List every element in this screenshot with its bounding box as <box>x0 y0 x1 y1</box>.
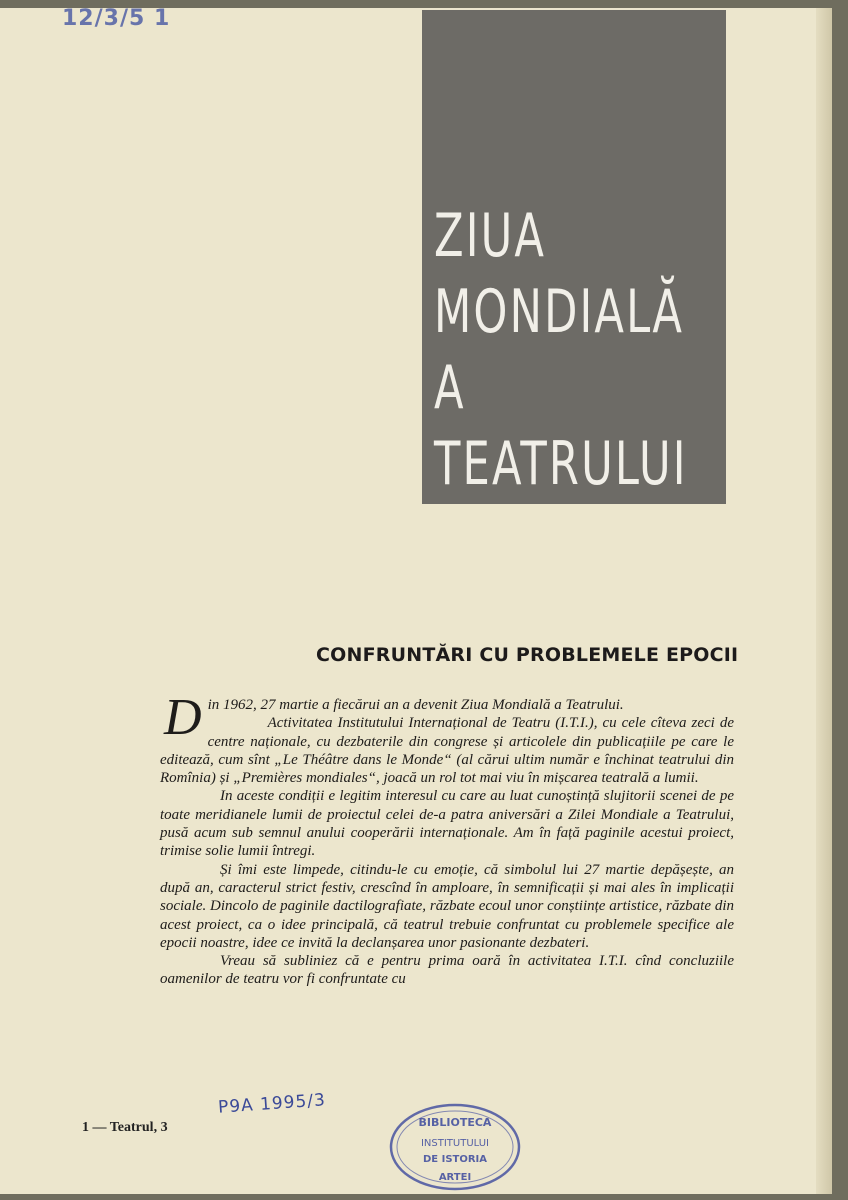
paragraph-3: In aceste condiții e legitim interesul cu care au luat cunoștință slujitorii scenei de pe toate meridianele lumii de proiectul celei de-a patra aniversări a Zilei Mondiale a Teatrului, pusă acum sub semnul anului cooperării internaționale. Am în față paginile acestui proiect, trimise solie lumii întregi. <box>160 788 734 860</box>
paragraph-1 <box>160 689 734 746</box>
paragraph-1-text: in 1962, 27 martie a fiecărui an a devenit Ziua Mondială a Teatrului. <box>207 697 624 713</box>
svg-text:DE ISTORIA: DE ISTORIA <box>422 1154 488 1165</box>
pencil-note: P9A 1995/3 <box>217 1090 327 1118</box>
title-line-3: A <box>434 353 466 423</box>
title-line-4: TEATRULUI <box>434 429 688 499</box>
drop-cap: D <box>164 689 202 746</box>
paragraph-4: Și îmi este limpede, citindu-le cu emoție, că simbolul lui 27 martie depășește, an după an, caracterul strict festiv, crescînd în amploare, în semnificații și mai ales în implicații sociale. Dincolo de paginile dactilografiate, răzbate ecoul unor conștiințe artistice, răzbate din acest proiect, ca o idee principală, că teatrul trebuie confruntat cu problemele specifice ale epocii noastre, idee ce invită la declanșarea unor pasionante dezbateri. <box>160 861 734 951</box>
page-footer: 1 — Teatrul, 3 <box>82 1120 168 1135</box>
page-edge-shadow <box>816 8 832 1194</box>
paragraph-2: Activitatea Institutului Internațional de Teatru (I.T.I.), cu cele cîteva zeci de centre naționale, cu dezbaterile din congrese și articolele din publicațiile pe care le editează, cum sînt „Le Théâtre dans le Monde“ (al cărui ultim număr e închinat teatrului din Romînia) și „Premières mondiales“, joacă un rol tot mai viu în mișcarea teatrală a lumii. <box>160 715 734 787</box>
svg-text:ARTEI: ARTEI <box>438 1172 472 1183</box>
title-line-2: MONDIALĂ <box>434 277 685 347</box>
top-handwriting: 12/3/5 1 <box>62 8 171 31</box>
stamp-seal <box>388 1102 522 1192</box>
title-block <box>422 10 726 504</box>
title-line-1: ZIUA <box>434 201 547 271</box>
page <box>0 8 832 1194</box>
article-subtitle: CONFRUNTĂRI CU PROBLEMELE EPOCII <box>316 644 739 666</box>
article-body <box>160 689 734 989</box>
svg-text:INSTITUTULUI: INSTITUTULUI <box>420 1138 490 1149</box>
paragraph-5: Vreau să subliniez că e pentru prima oară în activitatea I.T.I. cînd concluziile oamenilor de teatru vor fi confruntate cu <box>160 953 734 988</box>
library-stamp <box>388 1102 522 1194</box>
svg-text:BIBLIOTECA: BIBLIOTECA <box>418 1116 492 1129</box>
